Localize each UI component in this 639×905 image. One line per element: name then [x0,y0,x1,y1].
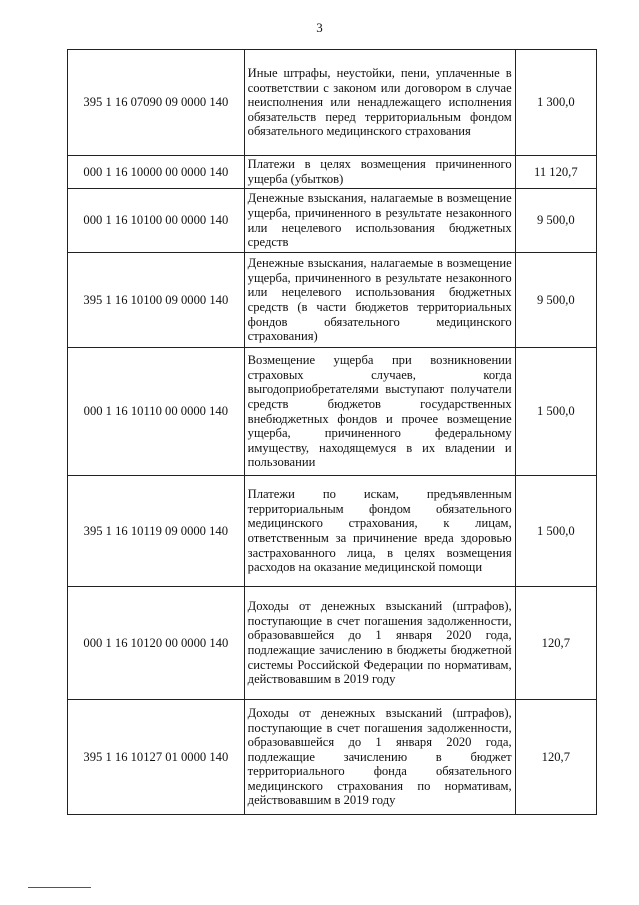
page-number: 3 [316,20,323,35]
revenue-code: 395 1 16 10119 09 0000 140 [68,476,245,587]
footer-divider [28,887,91,888]
revenue-description: Доходы от денежных взысканий (штрафов), поступающие в счет погашения задолженности, образовавшейся до 1 января 2020 года, подлежащие зачислению в бюджет территориального фонда обязательного медицинского страхования по нормативам, действовавшим в 2019 году [244,700,515,815]
revenue-code: 000 1 16 10110 00 0000 140 [68,348,245,476]
revenue-code: 000 1 16 10100 00 0000 140 [68,189,245,253]
table-row [68,189,597,253]
revenue-amount: 11 120,7 [515,156,596,189]
table-row [68,253,597,348]
table-row [68,700,597,815]
revenue-description: Платежи в целях возмещения причиненного ущерба (убытков) [244,156,515,189]
revenue-amount: 120,7 [515,700,596,815]
budget-revenue-table [67,49,597,815]
revenue-description: Возмещение ущерба при возникновении страховых случаев, когда выгодоприобретателями выступают получатели средств бюджетов государственных внебюджетных фондов и прочее возмещение ущерба, причиненного федеральному имуществу, находящемуся в их владении и пользовании [244,348,515,476]
revenue-description: Доходы от денежных взысканий (штрафов), поступающие в счет погашения задолженности, образовавшейся до 1 января 2020 года, подлежащие зачислению в бюджеты бюджетной системы Российской Федерации по нормативам, действовавшим в 2019 году [244,587,515,700]
revenue-code: 395 1 16 10127 01 0000 140 [68,700,245,815]
revenue-amount: 1 300,0 [515,50,596,156]
table-row [68,587,597,700]
revenue-amount: 120,7 [515,587,596,700]
revenue-description: Иные штрафы, неустойки, пени, уплаченные в соответствии с законом или договором в случае неисполнения или ненадлежащего исполнения обязательств перед территориальным фондом обязательного медицинского страхования [244,50,515,156]
table-row [68,156,597,189]
table-row [68,348,597,476]
revenue-description: Денежные взыскания, налагаемые в возмещение ущерба, причиненного в результате незаконного или нецелевого использования бюджетных средств [244,189,515,253]
revenue-amount: 1 500,0 [515,348,596,476]
revenue-code: 395 1 16 07090 09 0000 140 [68,50,245,156]
revenue-code: 000 1 16 10000 00 0000 140 [68,156,245,189]
revenue-code: 000 1 16 10120 00 0000 140 [68,587,245,700]
table-row [68,50,597,156]
revenue-code: 395 1 16 10100 09 0000 140 [68,253,245,348]
table-row [68,476,597,587]
revenue-amount: 1 500,0 [515,476,596,587]
revenue-amount: 9 500,0 [515,189,596,253]
revenue-description: Платежи по искам, предъявленным территориальным фондом обязательного медицинского страхования, к лицам, ответственным за причинение вреда здоровью застрахованного лица, в целях возмещения расходов на оказание медицинской помощи [244,476,515,587]
revenue-description: Денежные взыскания, налагаемые в возмещение ущерба, причиненного в результате незаконного или нецелевого использования бюджетных средств (в части бюджетов территориальных фондов обязательного медицинского страхования) [244,253,515,348]
revenue-amount: 9 500,0 [515,253,596,348]
